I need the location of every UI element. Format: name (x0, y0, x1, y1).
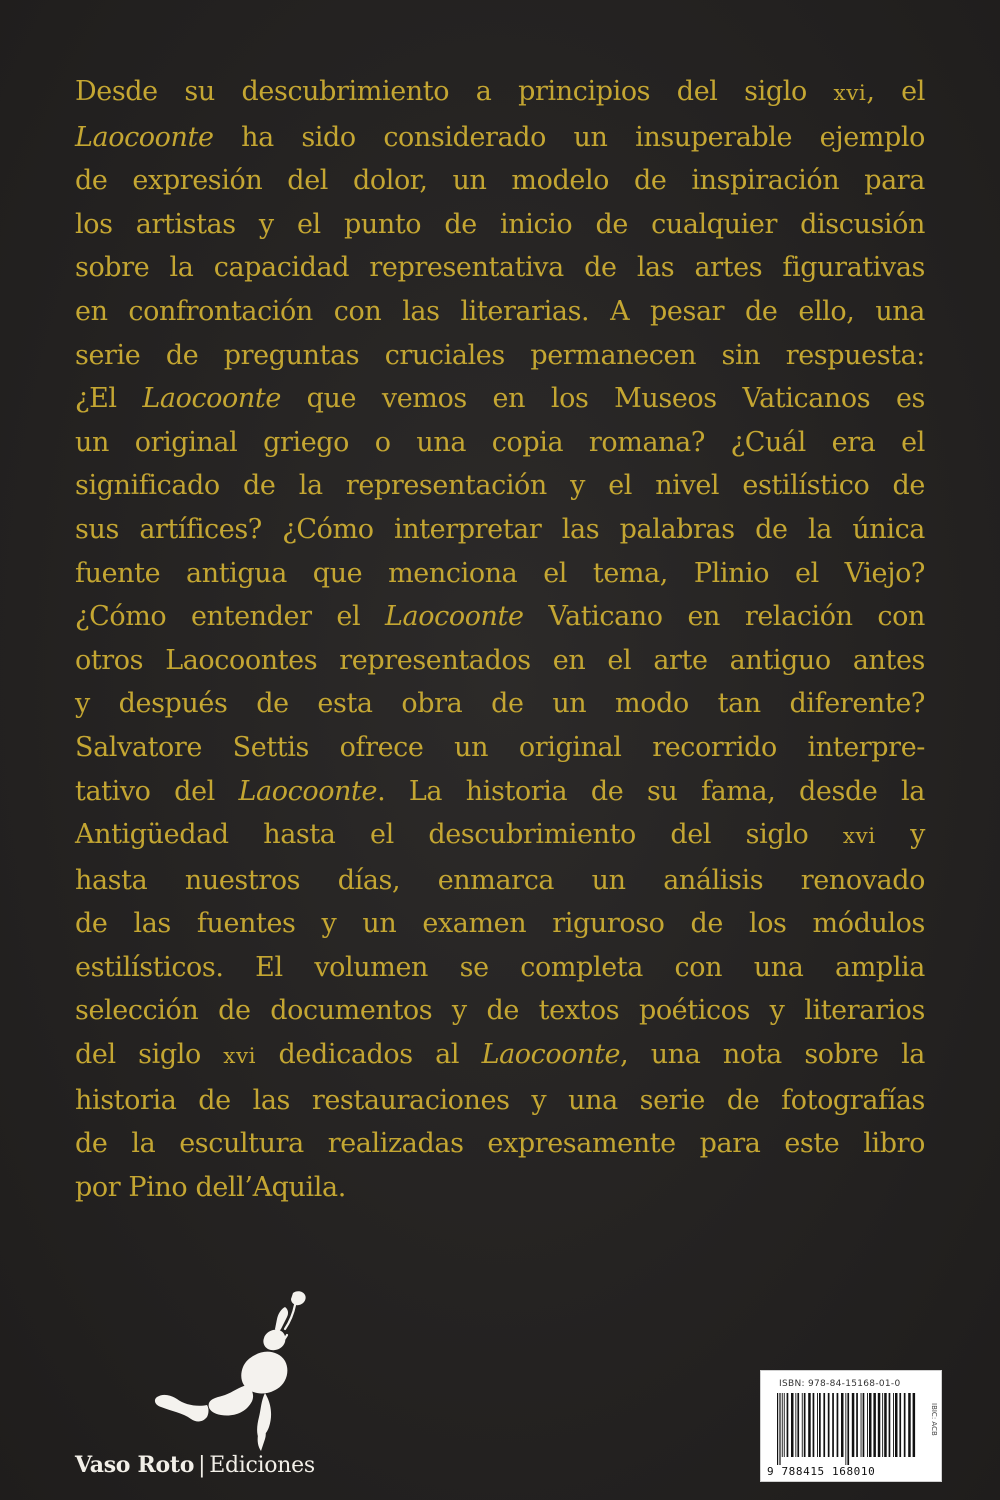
barcode-bar (832, 1393, 834, 1457)
blurb-line (75, 1166, 925, 1210)
barcode-bar (797, 1393, 799, 1457)
barcode-bar (869, 1393, 872, 1457)
blurb-line (75, 682, 925, 726)
blurb-text-run: Salvatore Settis ofrece un original recorrido interpre- (75, 731, 925, 763)
barcode-bar (899, 1393, 901, 1457)
italic-title: Laocoonte (75, 121, 214, 153)
barcode-bar (878, 1393, 881, 1457)
barcode-bar (845, 1393, 846, 1465)
blurb-text-run: sobre la capacidad representativa de las artes figurativas (75, 252, 925, 284)
blurb-line (75, 813, 925, 859)
blurb-line (75, 1079, 925, 1123)
barcode-digits: 9 788415 168010 (767, 1465, 876, 1478)
publisher-name-part2: Ediciones (209, 1453, 315, 1478)
blurb-text-run: tativo del (75, 775, 239, 807)
blurb-line (75, 377, 925, 421)
blurb-text-run: hasta nuestros días, enmarca un análisis renovado (75, 864, 925, 896)
publisher-separator: | (198, 1453, 206, 1478)
roman-numeral: xvi (833, 81, 867, 106)
blurb-text-run: y después de esta obra de un modo tan diferente? (75, 688, 925, 720)
blurb-text-run: otros Laocoontes representados en el arte antiguo antes (75, 644, 925, 676)
blurb-line (75, 70, 925, 116)
blurb-text-run: Desde su descubrimiento a principios del siglo (75, 76, 834, 107)
blurb-text-run: en confrontación con las literarias. A pesar de ello, una (75, 295, 925, 327)
dancing-figure-logo-icon (135, 1285, 365, 1455)
italic-title: Laocoonte (142, 383, 281, 415)
barcode-bar (863, 1393, 865, 1457)
ibic-code: IBIC: ACB (930, 1403, 938, 1436)
blurb-line (75, 290, 925, 334)
blurb-text-run: dedicados al (256, 1039, 482, 1071)
blurb-text-run: serie de preguntas cruciales permanecen sin respuesta: (75, 339, 925, 371)
blurb-text-run: Antigüedad hasta el descubrimiento del siglo (75, 819, 843, 851)
barcode-bar (808, 1393, 811, 1457)
blurb-text-run: . La historia de su fama, desde la (377, 775, 925, 807)
blurb-line (75, 595, 925, 639)
blurb-line (75, 246, 925, 290)
barcode-bar (804, 1393, 806, 1457)
barcode-bar (882, 1393, 883, 1457)
barcode-bar (847, 1393, 849, 1465)
barcode-bar (777, 1393, 778, 1465)
blurb-text-run: historia de las restauraciones y una serie de fotografías (75, 1084, 925, 1116)
barcode-bar (782, 1393, 783, 1457)
blurb-line (75, 1122, 925, 1166)
blurb-text (75, 70, 925, 1209)
barcode-bar (823, 1393, 825, 1457)
blurb-text-run: , el (866, 76, 925, 107)
blurb-line (75, 334, 925, 378)
barcode-label (760, 1370, 942, 1482)
blurb-line (75, 116, 925, 160)
blurb-text-run: de expresión del dolor, un modelo de inspiración para (75, 165, 925, 197)
barcode-bar (873, 1393, 876, 1457)
blurb-text-run: los artistas y el punto de inicio de cualquier discusión (75, 208, 925, 240)
barcode-bars (773, 1393, 923, 1465)
blurb-line (75, 1033, 925, 1079)
barcode-bar (819, 1393, 821, 1457)
blurb-text-run: fuente antigua que menciona el tema, Plinio el Viejo? (75, 557, 925, 589)
barcode-bar (784, 1393, 785, 1457)
barcode-bar (791, 1393, 794, 1457)
publisher-name-part1: Vaso Roto (75, 1452, 195, 1478)
blurb-text-run: ¿El (75, 383, 143, 415)
blurb-text-run: un original griego o una copia romana? ¿Cuál era el (75, 426, 925, 458)
blurb-line (75, 552, 925, 596)
roman-numeral: xvi (842, 824, 876, 850)
barcode-bar (841, 1393, 844, 1457)
barcode-bar (861, 1393, 862, 1457)
blurb-line (75, 989, 925, 1033)
barcode-bar (795, 1393, 796, 1457)
blurb-text-run: de las fuentes y un examen riguroso de los módulos (75, 908, 925, 940)
barcode-bar (913, 1393, 916, 1457)
roman-numeral: xvi (223, 1044, 257, 1070)
barcode-bar (852, 1393, 855, 1457)
blurb-line (75, 464, 925, 508)
blurb-text-run: y (875, 819, 925, 851)
barcode-bar (817, 1393, 818, 1457)
blurb-text-run: estilísticos. El volumen se completa con una amplia (75, 951, 925, 983)
italic-title: Laocoonte (238, 775, 378, 807)
barcode-bar (779, 1393, 780, 1465)
blurb-line (75, 421, 925, 465)
blurb-line (75, 859, 925, 903)
barcode-bar (904, 1393, 906, 1457)
blurb-text-run: ¿Cómo entender el (75, 601, 386, 633)
barcode-bar (867, 1393, 868, 1457)
blurb-text-run: ha sido considerado un insuperable ejemplo (213, 121, 925, 153)
barcode-bar (813, 1393, 815, 1457)
publisher-name (75, 1452, 315, 1478)
blurb-line (75, 770, 925, 814)
blurb-text-run: sus artífices? ¿Cómo interpretar las palabras de la única (75, 513, 925, 545)
barcode-bar (802, 1393, 803, 1457)
blurb-text-run: que vemos en los Museos Vaticanos es (280, 383, 925, 415)
blurb-line (75, 639, 925, 683)
barcode-bar (828, 1393, 830, 1457)
barcode-bar (889, 1393, 891, 1457)
italic-title: Laocoonte (481, 1039, 621, 1071)
blurb-line (75, 946, 925, 990)
italic-title: Laocoonte (385, 601, 524, 633)
blurb-line (75, 159, 925, 203)
blurb-line (75, 902, 925, 946)
barcode-bar (787, 1393, 789, 1457)
blurb-text-run: Vaticano en relación con (523, 601, 926, 633)
blurb-text-run: selección de documentos y de textos poéticos y literarios (75, 995, 925, 1027)
blurb-line (75, 508, 925, 552)
blurb-line (75, 726, 925, 770)
blurb-text-run: por Pino dell’Aquila. (75, 1171, 346, 1203)
barcode-bar (908, 1393, 911, 1457)
blurb-text-run: del siglo (75, 1039, 224, 1071)
barcode-bar (884, 1393, 887, 1457)
barcode-bar (856, 1393, 858, 1457)
barcode-bar (893, 1393, 894, 1457)
blurb-text-run: significado de la representación y el nivel estilístico de (75, 470, 925, 502)
isbn-label: ISBN: 978-84-15168-01-0 (779, 1379, 901, 1389)
blurb-line (75, 203, 925, 247)
barcode-bar (895, 1393, 898, 1457)
blurb-text-run: , una nota sobre la (620, 1039, 926, 1071)
barcode-bar (837, 1393, 839, 1457)
blurb-text-run: de la escultura realizadas expresamente para este libro (75, 1128, 925, 1160)
